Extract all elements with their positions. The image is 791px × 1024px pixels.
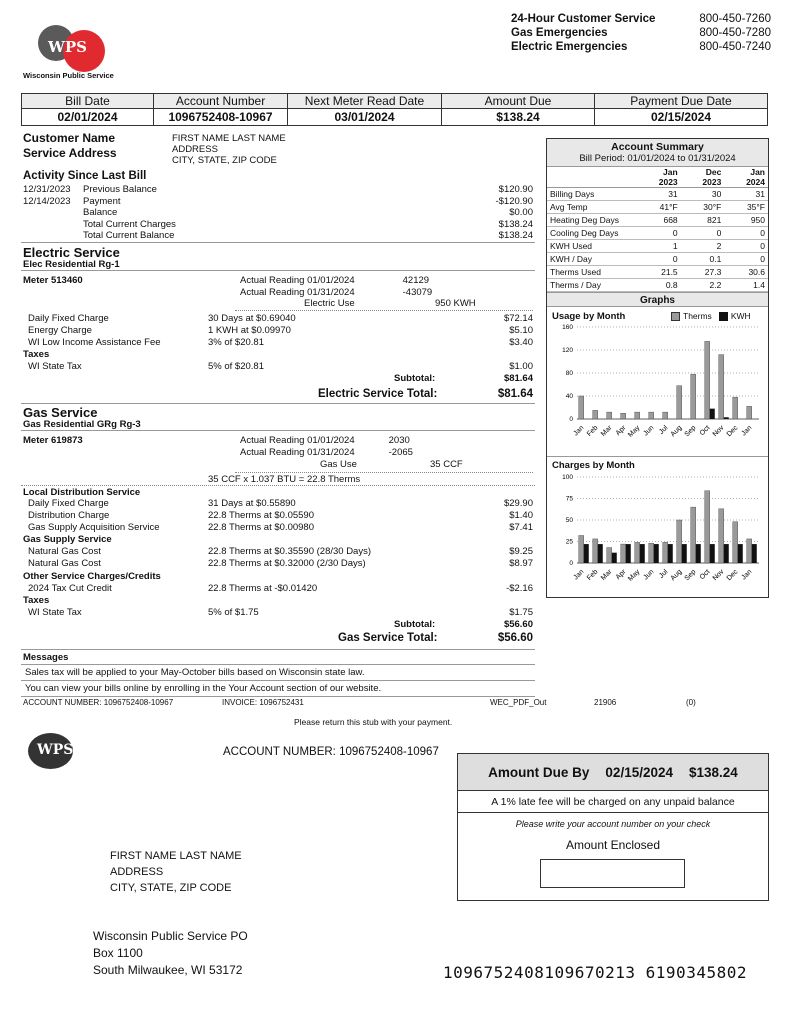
activity-title: Activity Since Last Bill bbox=[23, 170, 147, 182]
bar-kwh bbox=[640, 544, 645, 563]
bar-therms bbox=[747, 406, 752, 419]
x-tick-label: Feb bbox=[585, 424, 600, 438]
amount-enclosed-field[interactable] bbox=[540, 859, 685, 888]
x-tick-label: Apr bbox=[614, 568, 628, 582]
kwh-swatch bbox=[719, 312, 728, 321]
bar-therms bbox=[621, 544, 626, 563]
electric-service-title: Electric Service bbox=[23, 245, 120, 260]
bar-kwh bbox=[738, 544, 743, 563]
contact-info: 24-Hour Customer Service 800-450-7260 Gas Emergencies 800-450-7280 Electric Emergencies 800-450-7240 bbox=[511, 13, 771, 53]
footer-invoice: INVOICE: 1096752431 bbox=[222, 698, 304, 707]
bar-kwh bbox=[724, 544, 729, 563]
company-name: Wisconsin Public Service bbox=[23, 71, 114, 80]
y-tick-label: 40 bbox=[565, 393, 573, 400]
y-tick-label: 50 bbox=[565, 517, 573, 524]
gas-conversion: 35 CCF x 1.037 BTU = 22.8 Therms bbox=[208, 474, 361, 485]
x-tick-label: Sep bbox=[683, 568, 698, 583]
bar-kwh bbox=[612, 553, 617, 563]
bar-kwh bbox=[710, 409, 715, 419]
electric-subtotal: $81.64 bbox=[503, 373, 533, 384]
bar-therms bbox=[607, 548, 612, 563]
gas-meter: Meter 619873 bbox=[23, 435, 83, 446]
bill-header-table: Bill Date Account Number Next Meter Read Date Amount Due Payment Due Date 02/01/2024 1096752408-10967 03/01/2024 $138.24 02/15/2024 bbox=[21, 93, 768, 126]
y-tick-label: 0 bbox=[569, 560, 573, 567]
bar-kwh bbox=[654, 544, 659, 563]
gas-use: 35 CCF bbox=[430, 459, 463, 470]
x-tick-label: Feb bbox=[585, 568, 600, 582]
gas-local-charges: Daily Fixed Charge 31 Days at $0.55890 $29.90 Distribution Charge 22.8 Therms at $0.05590 $1.40 Gas Supply Acquisition Service 22.8 Therms at $0.00980 $7.41 bbox=[28, 498, 533, 533]
x-tick-label: Mar bbox=[599, 424, 614, 438]
amount-due: $138.24 bbox=[442, 109, 595, 125]
x-tick-label: Nov bbox=[711, 424, 726, 439]
bar-therms bbox=[733, 522, 738, 563]
bill-date: 02/01/2024 bbox=[22, 109, 154, 125]
x-tick-label: May bbox=[627, 424, 642, 439]
bar-therms bbox=[593, 539, 598, 563]
bar-therms bbox=[719, 509, 724, 563]
electric-use: 950 KWH bbox=[435, 298, 476, 309]
bar-therms bbox=[621, 413, 626, 419]
gas-rate: Gas Residential GRg Rg-3 bbox=[23, 419, 141, 430]
bar-kwh bbox=[724, 417, 729, 419]
bar-kwh bbox=[584, 544, 589, 563]
bar-kwh bbox=[752, 544, 757, 563]
x-tick-label: Dec bbox=[725, 424, 740, 439]
account-number: 1096752408-10967 bbox=[154, 109, 288, 125]
x-tick-label: Mar bbox=[599, 568, 614, 582]
stub-customer-address: FIRST NAME LAST NAME ADDRESS CITY, STATE, ZIP CODE bbox=[110, 850, 242, 894]
electric-readings: Actual Reading 01/01/2024 42129 Actual Reading 01/31/2024 -43079 bbox=[240, 275, 433, 298]
gas-total: $56.60 bbox=[497, 632, 533, 644]
x-tick-label: Jan bbox=[740, 568, 754, 582]
usage-legend: Therms KWH bbox=[671, 311, 751, 321]
bar-kwh bbox=[682, 544, 687, 563]
bar-therms bbox=[747, 539, 752, 563]
gas-readings: Actual Reading 01/01/2024 2030 Actual Reading 01/31/2024 -2065 bbox=[240, 435, 413, 458]
y-tick-label: 75 bbox=[565, 495, 573, 503]
x-tick-label: Jan bbox=[572, 424, 586, 438]
bar-kwh bbox=[710, 544, 715, 563]
x-tick-label: Jul bbox=[658, 568, 670, 580]
bar-therms bbox=[607, 412, 612, 419]
y-tick-label: 0 bbox=[569, 416, 573, 423]
usage-chart-svg bbox=[547, 323, 768, 455]
message-1: Sales tax will be applied to your May-October bills based on Wisconsin state law. bbox=[25, 667, 365, 678]
x-tick-label: Aug bbox=[669, 424, 684, 439]
y-tick-label: 100 bbox=[562, 474, 573, 481]
x-tick-label: Jan bbox=[740, 424, 754, 438]
charges-chart-svg bbox=[547, 471, 768, 597]
remit-address: Wisconsin Public Service PO Box 1100 South Milwaukee, WI 53172 bbox=[93, 929, 248, 977]
bar-therms bbox=[705, 341, 710, 419]
y-tick-label: 120 bbox=[562, 347, 573, 354]
bar-kwh bbox=[696, 544, 701, 563]
electric-rate: Elec Residential Rg-1 bbox=[23, 259, 120, 270]
bar-therms bbox=[705, 491, 710, 563]
x-tick-label: May bbox=[627, 568, 642, 583]
x-tick-label: Jan bbox=[572, 568, 586, 582]
next-read-date: 03/01/2024 bbox=[288, 109, 442, 125]
gas-subtotal: $56.60 bbox=[503, 619, 533, 630]
charges-chart: Charges by Month 0 25 50 75 100 Jan Feb Mar Apr May Jun Jul Aug Sep Oct Nov Dec Jan bbox=[547, 457, 768, 597]
x-tick-label: Dec bbox=[725, 568, 740, 583]
x-tick-label: Jun bbox=[642, 568, 656, 582]
x-tick-label: Sep bbox=[683, 424, 698, 439]
bar-therms bbox=[691, 374, 696, 419]
gas-supply-charges: Natural Gas Cost 22.8 Therms at $0.35590 (28/30 Days) $9.25 Natural Gas Cost 22.8 Therms at $0.32000 (2/30 Days) $8.97 bbox=[28, 546, 533, 569]
bar-therms bbox=[649, 543, 654, 563]
y-tick-label: 25 bbox=[565, 538, 573, 546]
account-summary: Account Summary Bill Period: 01/01/2024 to 01/31/2024 Jan 2023 Dec 2023 Jan 2024 Billing Days 31 30 31 Avg Temp 41°F 30°F 35°F Heating Deg Days 668 821 950 Cooling Deg Days 0 0 0 KWH Used 1 2 0 KWH / Day 0 0.1 0 Therms Used 21.5 27.3 30.6 Therms / Day 0.8 2.2 1.4 Graphs Usage by Month Therms KWH 0 40 80 120 160 Jan Feb Mar Apr May Jun Jul Aug Sep Oct Nov Dec Jan Charges by Month 0 25 50 75 100 Jan Feb Mar Apr May Jun Jul Aug Sep Oct Nov Dec Jan bbox=[546, 138, 769, 598]
bar-kwh bbox=[668, 544, 673, 563]
scan-line: 1096752408109670213 6190345802 bbox=[443, 963, 747, 982]
bar-therms bbox=[579, 535, 584, 563]
gas-other-charges: 2024 Tax Cut Credit 22.8 Therms at -$0.01420 -$2.16 bbox=[28, 583, 533, 594]
customer-info: FIRST NAME LAST NAME ADDRESS CITY, STATE, ZIP CODE bbox=[172, 133, 286, 166]
bar-therms bbox=[635, 542, 640, 563]
bar-therms bbox=[691, 507, 696, 563]
bar-therms bbox=[677, 386, 682, 419]
bar-therms bbox=[649, 412, 654, 419]
x-tick-label: Oct bbox=[698, 424, 712, 438]
bar-therms bbox=[579, 396, 584, 419]
bar-therms bbox=[593, 410, 598, 419]
messages-title: Messages bbox=[23, 652, 69, 663]
x-tick-label: Aug bbox=[669, 568, 684, 583]
y-tick-label: 80 bbox=[565, 370, 573, 377]
therms-swatch bbox=[671, 312, 680, 321]
x-tick-label: Jul bbox=[658, 424, 670, 436]
usage-chart: Usage by Month Therms KWH 0 40 80 120 160 Jan Feb Mar Apr May Jun Jul Aug Sep Oct Nov Dec Jan bbox=[547, 307, 768, 457]
return-stub-note: Please return this stub with your payment. bbox=[294, 717, 453, 727]
bar-therms bbox=[663, 412, 668, 419]
payment-due-date: 02/15/2024 bbox=[650, 110, 712, 124]
gas-service-title: Gas Service bbox=[23, 405, 98, 420]
electric-meter: Meter 513460 bbox=[23, 275, 83, 286]
bar-therms bbox=[663, 542, 668, 563]
activity-table: 12/31/2023 Previous Balance $120.90 12/14/2023 Payment -$120.90 Balance $0.00 Total Current Charges $138.24 Total Current Balance $138.24 bbox=[23, 184, 533, 241]
customer-name-label: Customer Name bbox=[23, 131, 116, 145]
bar-kwh bbox=[598, 544, 603, 563]
x-tick-label: Jun bbox=[642, 424, 656, 438]
bar-therms bbox=[635, 412, 640, 419]
service-address-label: Service Address bbox=[23, 146, 117, 160]
x-tick-label: Nov bbox=[711, 568, 726, 583]
electric-charges: Daily Fixed Charge 30 Days at $0.69040 $72.14 Energy Charge 1 KWH at $0.09970 $5.10 WI Low Income Assistance Fee 3% of $20.81 $3.40 bbox=[28, 313, 533, 348]
gas-tax: WI State Tax 5% of $1.75 $1.75 bbox=[28, 607, 533, 618]
bar-therms bbox=[677, 520, 682, 563]
x-tick-label: Apr bbox=[614, 424, 628, 438]
bar-therms bbox=[733, 397, 738, 419]
electric-total: $81.64 bbox=[497, 388, 533, 400]
graphs-header: Graphs bbox=[547, 292, 768, 307]
bar-therms bbox=[719, 355, 724, 419]
message-2: You can view your bills online by enrolling in the Your Account section of our website. bbox=[25, 683, 382, 694]
y-tick-label: 160 bbox=[562, 324, 573, 331]
amount-due-box: Amount Due By 02/15/2024 $138.24 A 1% late fee will be charged on any unpaid balance Please write your account number on your check Amount Enclosed bbox=[457, 753, 769, 901]
x-tick-label: Oct bbox=[698, 568, 712, 582]
stub-account-number: ACCOUNT NUMBER: 1096752408-10967 bbox=[223, 746, 439, 758]
stub-amount: $138.24 bbox=[689, 764, 738, 780]
bar-kwh bbox=[626, 544, 631, 563]
footer-account: ACCOUNT NUMBER: 1096752408-10967 bbox=[23, 698, 174, 707]
stub-due-date: 02/15/2024 bbox=[605, 764, 673, 780]
electric-tax: WI State Tax 5% of $20.81 $1.00 bbox=[28, 361, 533, 372]
